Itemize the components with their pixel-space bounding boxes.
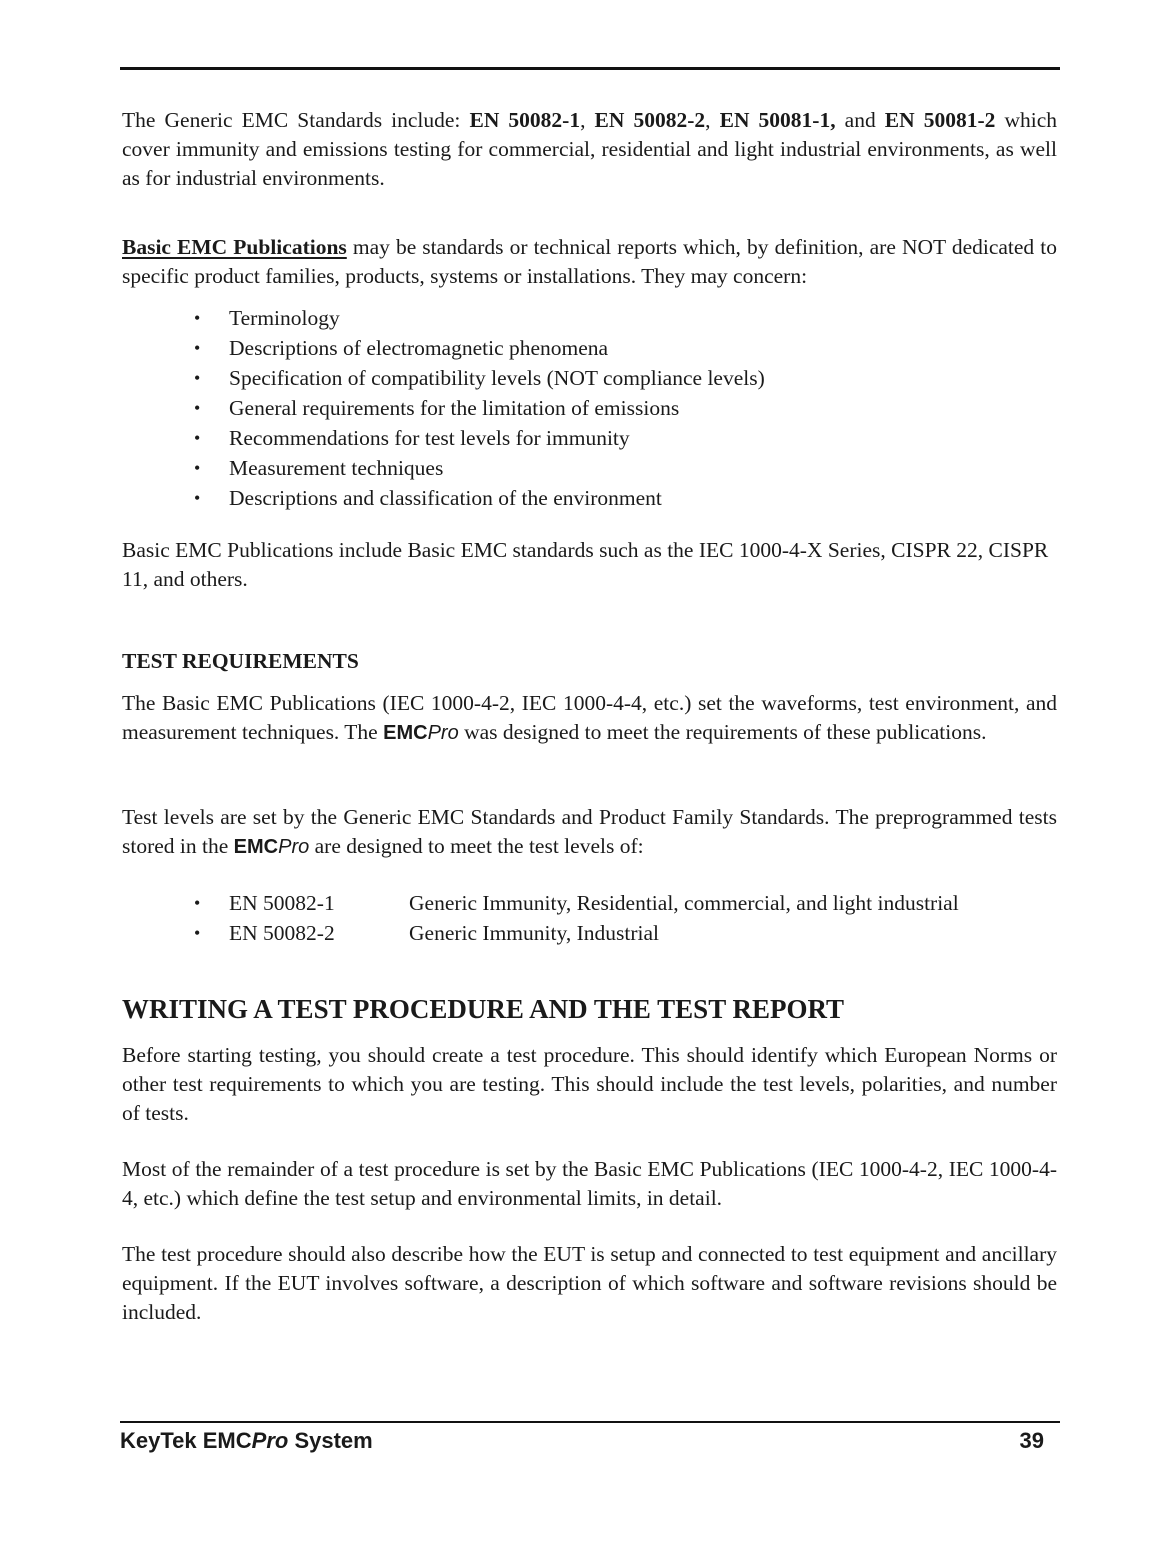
list-item: • Terminology xyxy=(194,303,1054,333)
intro-paragraph: The Generic EMC Standards include: EN 50082-1, EN 50082-2, EN 50081-1, and EN 50081-2 which cover immunity and emissions testing for commercial, residential and light industrial environments, as well as for industrial environments. xyxy=(122,108,1058,190)
writing-paragraph-1: Before starting testing, you should create a test procedure. This should identify which European Norms or other test requirements to which you are testing. This should include the test levels, polarities, and number of tests. xyxy=(122,1043,1057,1125)
product-name-emc: EMC xyxy=(233,836,279,858)
list-item xyxy=(194,888,1054,918)
standard-description: Generic Immunity, Residential, commercial, and light industrial xyxy=(409,891,959,915)
standard-en-50081-1: EN 50081-1, xyxy=(719,108,836,132)
basic-emc-term: Basic EMC Publications xyxy=(122,235,347,259)
basic-emc-description: may be standards or technical reports which, by definition, are NOT dedicated to specific product families, products, systems or installations. They may concern: xyxy=(122,235,1057,288)
list-item: • Recommendations for test levels for immunity xyxy=(194,423,1054,453)
test-requirements-paragraph-2: Test levels are set by the Generic EMC Standards and Product Family Standards. The preprogrammed tests stored in the EMCPro are designed to meet the test levels of: xyxy=(122,805,1057,858)
writing-paragraph-3: The test procedure should also describe how the EUT is setup and connected to test equipment and ancillary equipment. If the EUT involves software, a description of which software and software revisions should be included. xyxy=(122,1242,1057,1324)
list-item xyxy=(194,918,1054,948)
standard-description: Generic Immunity, Industrial xyxy=(409,921,659,945)
concern-list xyxy=(194,303,1054,513)
basic-emc-paragraph xyxy=(122,233,1057,291)
test-level-standards-list xyxy=(194,888,1054,948)
product-name-pro: Pro xyxy=(427,722,459,744)
standard-en-50081-2: EN 50081-2 xyxy=(884,108,996,132)
basic-emc-include-paragraph: Basic EMC Publications include Basic EMC standards such as the IEC 1000-4-X Series, CISPR 22, CISPR 11, and others. xyxy=(122,538,1049,591)
product-name-pro: Pro xyxy=(278,836,310,858)
intro-tail: which cover immunity and emissions testing for commercial, residential and light industrial environments, as well as for industrial environments. xyxy=(122,108,1058,190)
list-item: • Specification of compatibility levels (NOT compliance levels) xyxy=(194,363,1054,393)
header-rule xyxy=(120,67,1060,70)
standard-code: EN 50082-1 xyxy=(229,891,335,915)
footer-title: KeyTek EMCPro System xyxy=(120,1428,373,1453)
standard-code: EN 50082-2 xyxy=(229,921,335,945)
standard-en-50082-2: EN 50082-2 xyxy=(594,108,706,132)
test-requirements-heading: TEST REQUIREMENTS xyxy=(122,649,359,673)
product-name-emc: EMC xyxy=(383,722,428,744)
list-item: • Measurement techniques xyxy=(194,453,1054,483)
list-item: • General requirements for the limitation of emissions xyxy=(194,393,1054,423)
writing-paragraph-2: Most of the remainder of a test procedure is set by the Basic EMC Publications (IEC 1000-4-2, IEC 1000-4-4, etc.) which define the test setup and environmental limits, in detail. xyxy=(122,1157,1057,1210)
standard-en-50082-1: EN 50082-1 xyxy=(469,108,581,132)
test-requirements-paragraph-1: The Basic EMC Publications (IEC 1000-4-2, IEC 1000-4-4, etc.) set the waveforms, test environment, and measurement techniques. The EMCPro was designed to meet the requirements of these publications. xyxy=(122,691,1057,744)
list-item: • Descriptions and classification of the environment xyxy=(194,483,1054,513)
footer-rule xyxy=(120,1421,1060,1423)
page-number: 39 xyxy=(1019,1428,1044,1453)
writing-procedure-heading: WRITING A TEST PROCEDURE AND THE TEST REPORT xyxy=(122,994,845,1024)
list-item: • Descriptions of electromagnetic phenomena xyxy=(194,333,1054,363)
intro-lead: The Generic EMC Standards include: xyxy=(122,108,470,132)
